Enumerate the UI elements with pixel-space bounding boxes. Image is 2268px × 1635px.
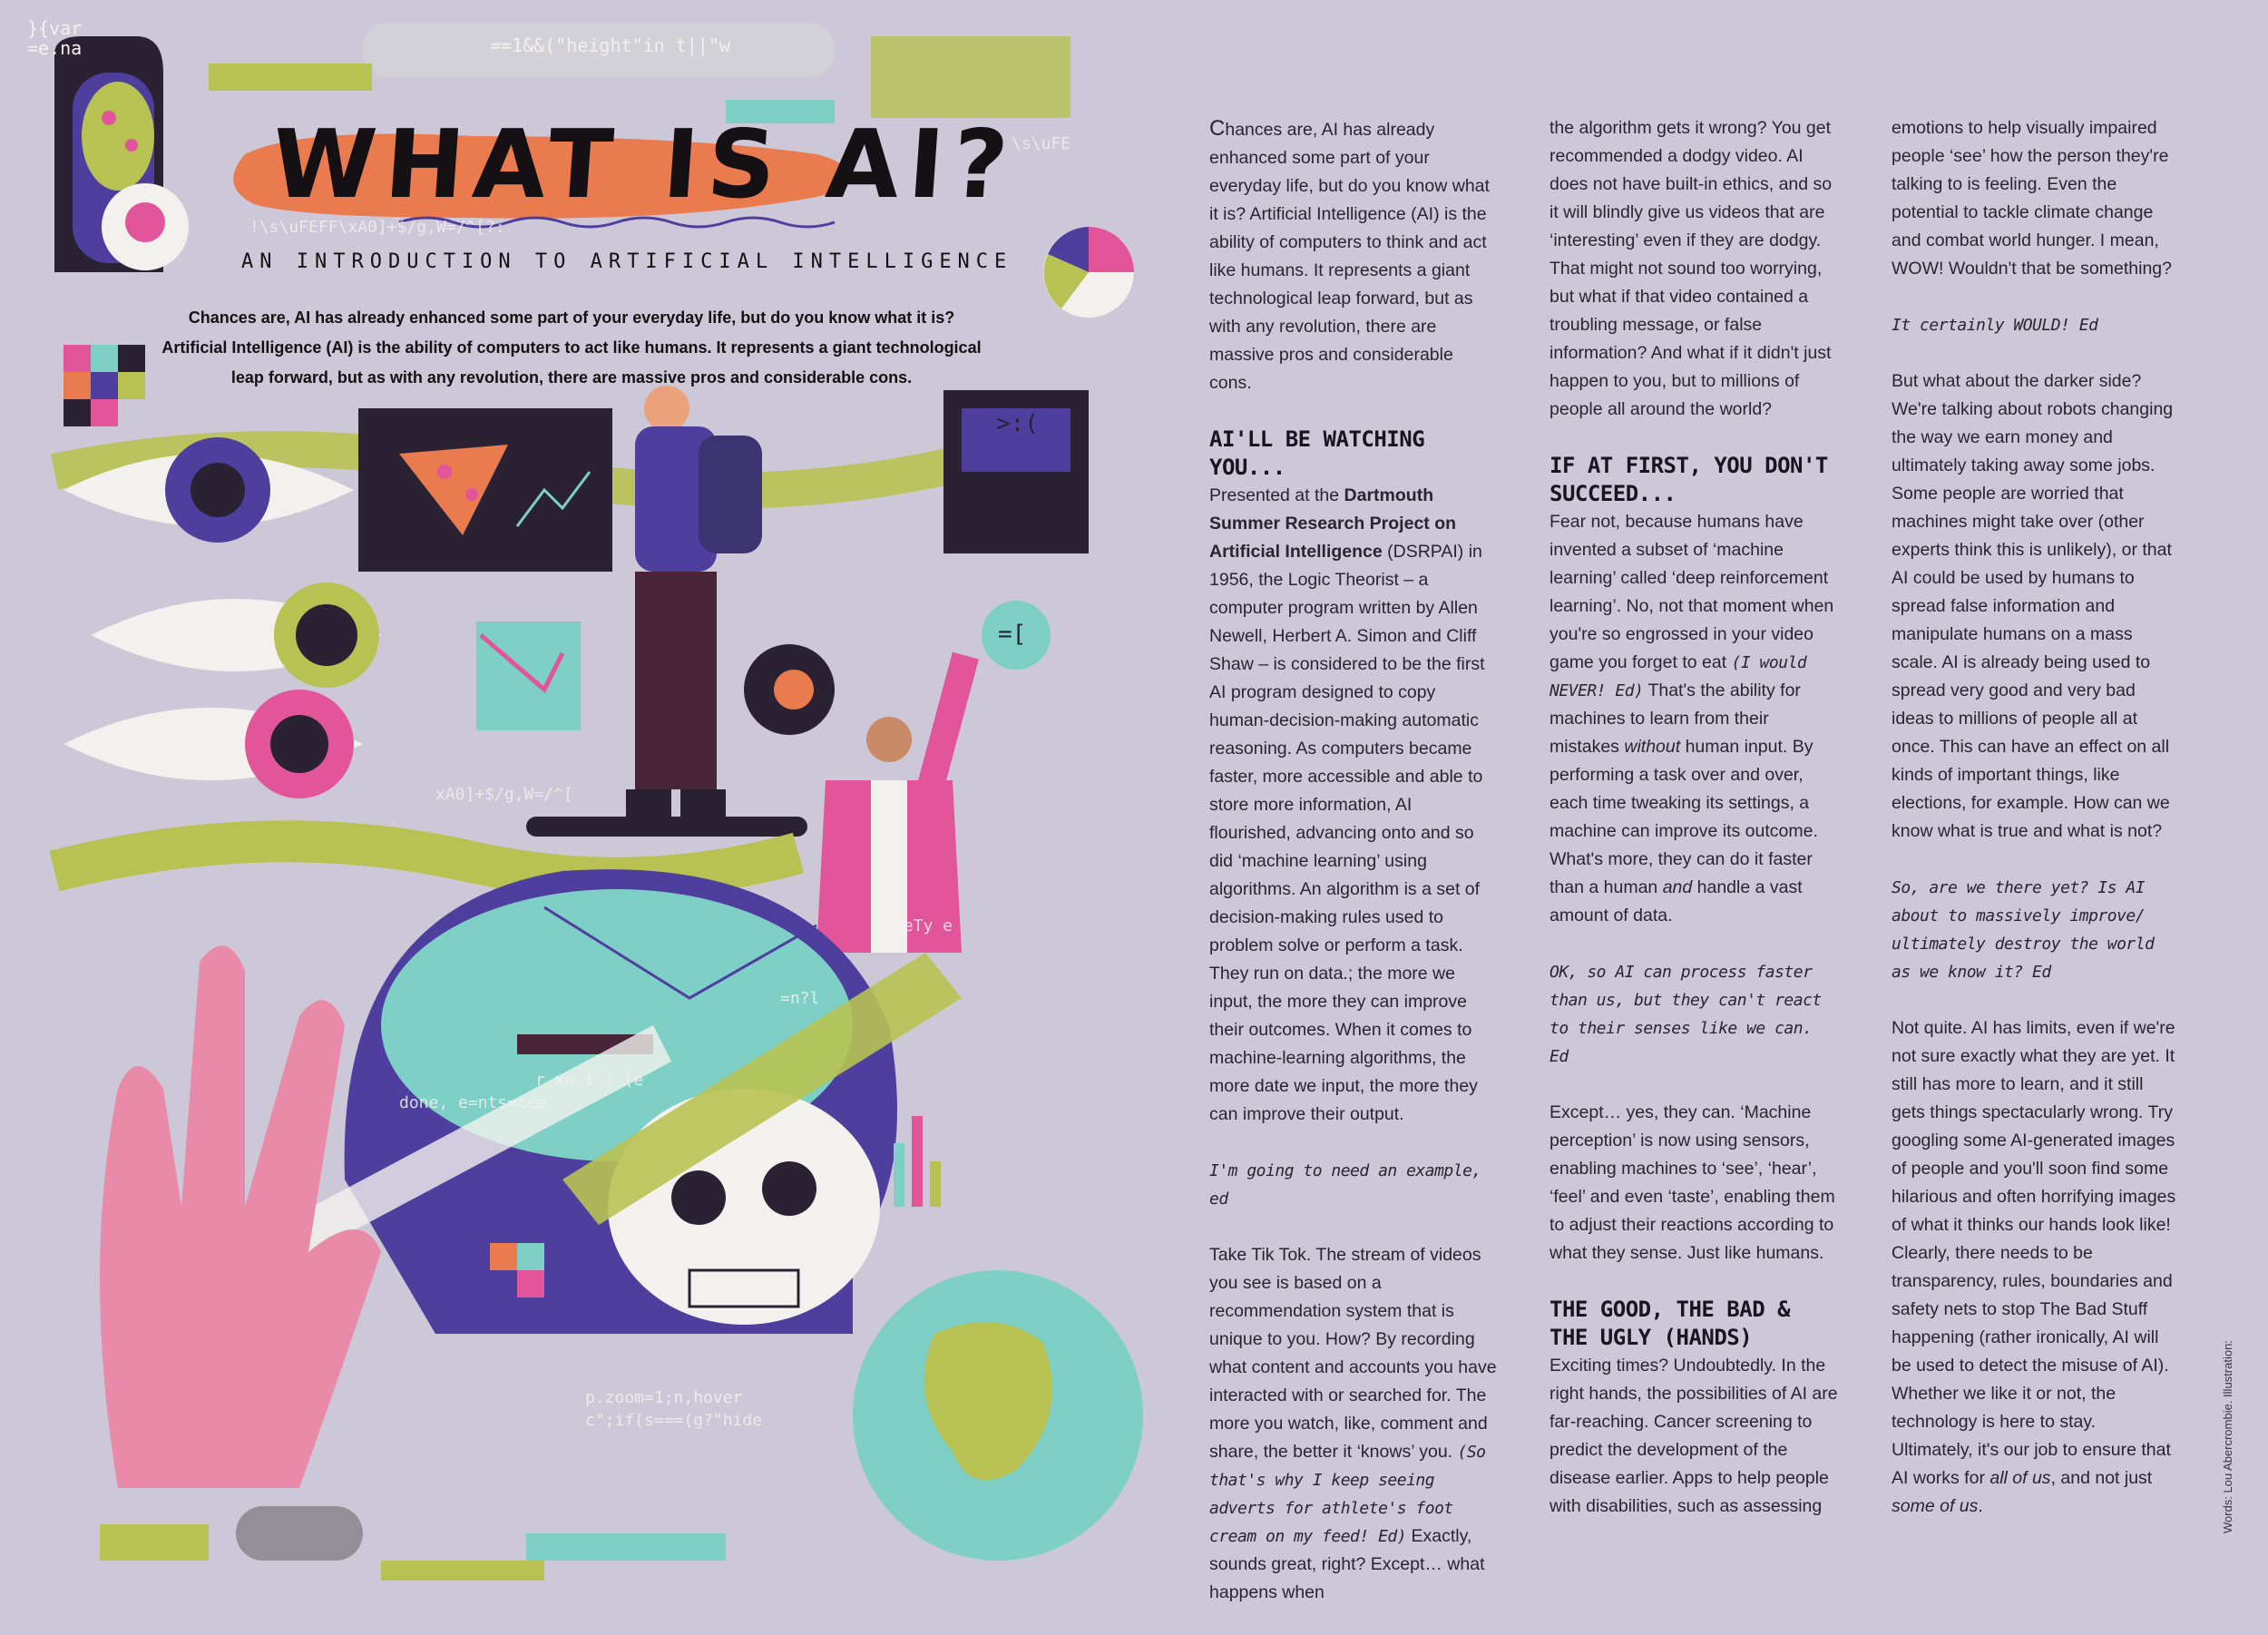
editor-note: I'm going to need an example, ed [1209,1161,1481,1209]
code-snippet: =n?l [780,989,820,1008]
code-snippet: done, e=nts=cee [399,1093,547,1112]
intro-text: Chances are, AI has already enhanced some part of your everyday life, but do you know what it is? Artificial Intelligence (AI) is the ability of computers to act like humans. It represents a giant technological leap forward, but as with any revolution, there are massive pros and considerable cons. [161,308,982,387]
paragraph: Not quite. AI has limits, even if we're not sure exactly what they are yet. It still has more to learn, and it still gets things spectacularly wrong. Try googling some AI-generated images of people and you'll soon find some hilarious and often horrifying images of what it thinks our hands look like! Clearly, there needs to be transparency, rules, boundaries and safety nets to stop The Bad Stuff happening (rather ironically, AI will be used to detect the misuse of AI). Whether we like it or not, the technology is here to stay. Ultimately, it's our job to ensure that AI works for all of us, and not just some of us. [1892,1018,2176,1516]
code-snippet: }{var =e.na [27,17,83,59]
eye-illustration [64,437,381,798]
checker-pattern [64,345,145,426]
editor-note: (I would NEVER! Ed) [1549,653,1807,700]
editor-note: (So that's why I keep seeing adverts for athlete's foot cream on my feed! Ed) [1209,1443,1486,1546]
paragraph: the algorithm gets it wrong? You get recommended a dodgy video. AI does not have built-in ethics, and so it will blindly give us videos that are ‘interesting’ even if they are dodgy. That might not sound too worrying, but what if that video contained a troubling message, or false information? And what if it didn't just happen to you, but to millions of people all around the world? [1549,118,1833,419]
editor-note: It certainly WOULD! Ed [1892,316,2098,335]
editor-note: So, are we there yet? Is AI about to massively improve/ ultimately destroy the world as we know it? Ed [1892,878,2155,982]
article-column-1 [1209,114,1498,1635]
article-column-3 [1892,114,2180,1549]
code-snippet: !\s\uFEFF\xA0]+$/g,W=/^[?: [249,218,505,237]
code-snippet: p.zoom=1;n,hover [585,1388,743,1407]
paragraph: Take Tik Tok. The stream of videos you see is based on a recommendation system that is unique to you. How? By recording what content and accounts you have interacted with or searched for. The more you watch, like, comment and share, the better it ‘knows’ you. (So that's why I keep seeing adverts for athlete's foot cream on my feed! Ed) Exactly, sounds great, right? Except… what happens when [1209,1245,1497,1602]
speech-bubble-text: >:( [996,410,1039,437]
code-snippet: \s\uFE [1012,134,1071,153]
paragraph: Chances are, AI has already enhanced some part of your everyday life, but do you know what it is? Artificial Intelligence (AI) is the ability of computers to think and act like humans. It represents a giant technological leap forward, but as with any revolution, there are massive pros and considerable cons. [1209,116,1490,393]
code-snippet: xA0]+$/g,W=/^[ [435,785,573,804]
page-subtitle: AN INTRODUCTION TO ARTIFICIAL INTELLIGENCE [241,250,1013,273]
paragraph: Fear not, because humans have invented a subset of ‘machine learning’ called ‘deep reinforcement learning’. No, not that moment when you're so engrossed in your video game you forget to eat (I would NEVER! Ed) That's the ability for machines to learn from their mistakes without human input. By performing a task over and over, each time tweaking its settings, a machine can improve its outcome. What's more, they can do it faster than a human and handle a vast amount of data. [1549,512,1834,925]
paragraph: But what about the darker side? We're talking about robots changing the way we earn money and ultimately taking away some jobs. Some people are worried that machines might take over (other experts think this is unlikely), or that AI could be used by humans to spread false information and manipulate humans on a mass scale. AI is already being used to spread very good and very bad ideas to millions of people all at once. This can have an effect on all kinds of important things, like elections, for example. How can we know what is true and what is not? [1892,371,2174,841]
page-title: WHAT IS AI? [268,109,1021,220]
paragraph: Presented at the Dartmouth Summer Research Project on Artificial Intelligence (DSRPAI) in 1956, the Logic Theorist – a computer program written by Allen Newell, Herbert A. Simon and Cliff Shaw – is considered to be the first AI program designed to copy human-decision-making automatic reasoning. As computers became faster, more accessible and able to store more information, AI flourished, advancing onto and so did ‘machine learning’ using algorithms. An algorithm is a set of decision-making rules used to problem solve or perform a task. They run on data.; the more we input, the more they can improve their outcomes. When it comes to machine-learning algorithms, the more date we input, the more they can improve their output. [1209,485,1485,1124]
code-snippet: c";if(s===(g?"hide [585,1411,763,1430]
section-heading: IF AT FIRST, YOU DON'T SUCCEED... [1549,453,1828,506]
speech-bubble-text: =[ [998,621,1027,648]
drop-cap: C [1209,116,1226,141]
section-heading: AI'LL BE WATCHING YOU... [1209,426,1425,480]
code-snippet: r xn 1 ) (e [535,1071,644,1090]
paragraph: Exciting times? Undoubtedly. In the right hands, the possibilities of AI are far-reaching. Cancer screening to predict the development of the disease earlier. Apps to help people with disabilities, such as assessing [1549,1356,1838,1516]
code-snippet: ==1&&("height"in t||"w [490,34,730,56]
credit-line: Words: Lou Abercrombie. Illustration: [2221,1340,2234,1533]
paragraph: emotions to help visually impaired people ‘see’ how the person they're talking to is feeling. Even the potential to tackle climate change and combat world hunger. I mean, WOW! Wouldn't that be something? [1892,118,2173,279]
section-heading: THE GOOD, THE BAD & THE UGLY (HANDS) [1549,1297,1791,1350]
code-snippet: meTy e [894,916,953,935]
article-column-2 [1549,114,1838,1549]
man-illustration [816,652,979,953]
paragraph: Except… yes, they can. ‘Machine perception’ is now using sensors, enabling machines to ‘see’, ‘hear’, ‘feel’ and even ‘taste’, enabling them to adjust their reactions according to what they sense. Just like humans. [1549,1102,1835,1263]
editor-note: OK, so AI can process faster than us, but they can't react to their senses like we can. Ed [1549,963,1822,1066]
